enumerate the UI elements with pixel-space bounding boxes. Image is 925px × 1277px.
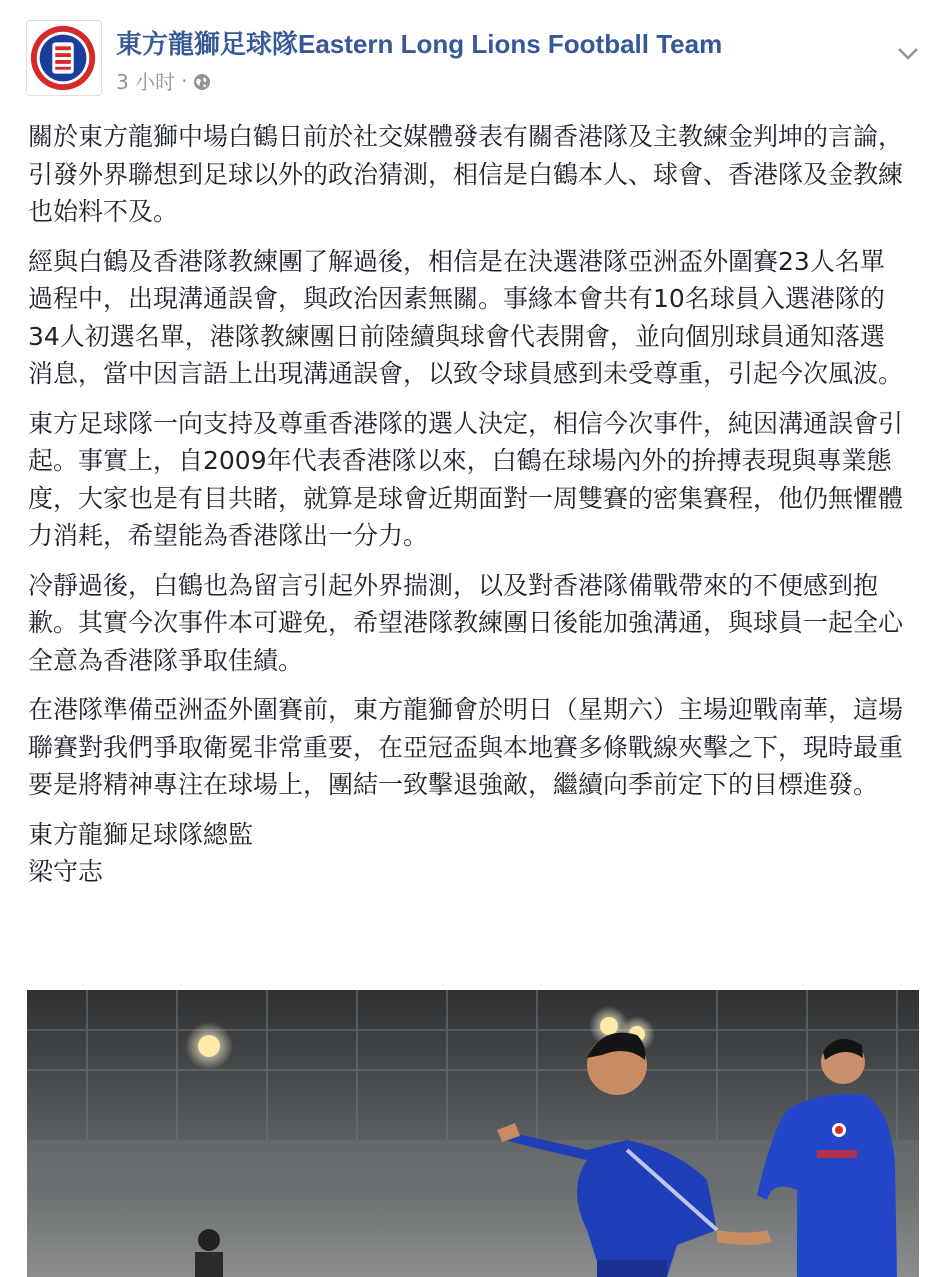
post-paragraph: 在港隊準備亞洲盃外圍賽前，東方龍獅會於明日（星期六）主場迎戰南華，這場聯賽對我們爭取衛冕非常重要，在亞冠盃與本地賽多條戰線夾擊之下，現時最重要是將精神專注在球場上，團結一致擊退強敵，繼續向季前定下的目標進發。	[28, 695, 904, 799]
post-paragraph: 經與白鶴及香港隊教練團了解過後，相信是在決選港隊亞洲盃外圍賽23人名單過程中，出現溝通誤會，與政治因素無關。事緣本會共有10名球員入選港隊的34人初選名單，港隊教練團日前陸續與球會代表開會，並向個別球員通知落選消息，當中因言語上出現溝通誤會，以致令球員感到未受尊重，引起今次風波。	[28, 246, 904, 388]
club-crest-logo	[27, 21, 101, 95]
signature-name: 梁守志	[28, 857, 104, 886]
post-paragraph: 東方足球隊一向支持及尊重香港隊的選人決定，相信今次事件，純因溝通誤會引起。事實上，自2009年代表香港隊以來，白鶴在球場內外的拚搏表現與專業態度，大家也是有目共睹，就算是球會近期面對一周雙賽的密集賽程，他仍無懼體力消耗，希望能為香港隊出一分力。	[28, 408, 904, 550]
post-header	[26, 20, 925, 100]
post-timestamp[interactable]: 3 小时	[116, 70, 176, 94]
post-paragraph: 冷靜過後，白鶴也為留言引起外界揣測，以及對香港隊備戰帶來的不便感到抱歉。其實今次事件本可避免，希望港隊教練團日後能加強溝通，與球員一起全心全意為香港隊爭取佳績。	[28, 570, 904, 675]
page-name-link[interactable]: 東方龍獅足球隊Eastern Long Lions Football Team	[116, 29, 723, 59]
post-paragraph: 關於東方龍獅中場白鶴日前於社交媒體發表有關香港隊及主教練金判坤的言論，引發外界聯想到足球以外的政治猜測，相信是白鶴本人、球會、香港隊及金教練也始料不及。	[28, 122, 904, 226]
post-meta	[116, 66, 211, 95]
globe-icon	[193, 72, 211, 90]
meta-separator: ·	[181, 68, 188, 93]
page-avatar[interactable]	[26, 20, 102, 96]
chevron-down-icon[interactable]	[897, 46, 919, 60]
signature-title: 東方龍獅足球隊總監	[28, 819, 254, 849]
post-body	[28, 118, 908, 891]
post-photo[interactable]	[27, 990, 919, 1277]
football-players-photo	[27, 990, 919, 1277]
